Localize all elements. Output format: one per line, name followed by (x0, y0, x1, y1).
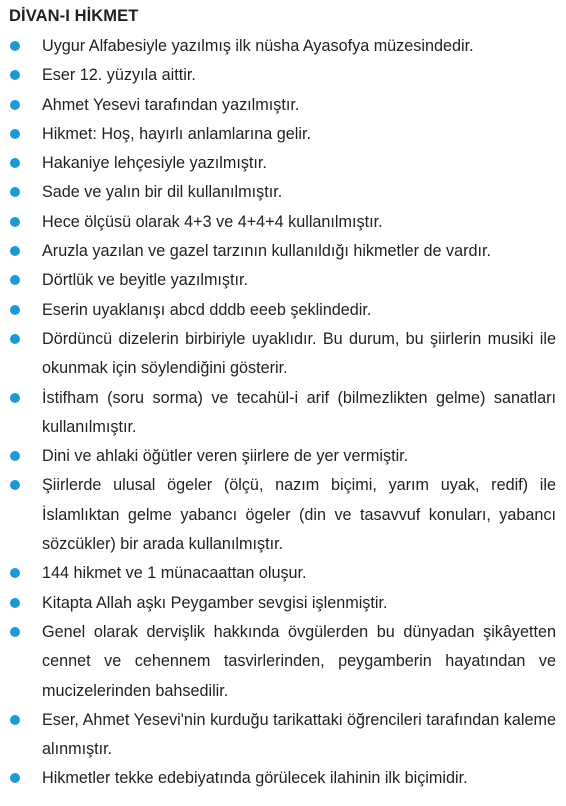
bullet-dot-icon (10, 70, 20, 80)
list-item (9, 764, 556, 793)
list-item (9, 296, 556, 325)
list-item-text: Eser, Ahmet Yesevi'nin kurduğu tarikattaki öğrencileri tarafından kaleme alınmıştır. (42, 710, 556, 759)
list-item (9, 559, 556, 588)
list-item (9, 325, 556, 384)
bullet-dot-icon (10, 246, 20, 256)
list-item-text: Ahmet Yesevi tarafından yazılmıştır. (42, 95, 300, 114)
bullet-dot-icon (10, 451, 20, 461)
list-item-text: Uygur Alfabesiyle yazılmış ilk nüsha Ayasofya müzesindedir. (42, 37, 474, 55)
bullet-dot-icon (10, 275, 20, 285)
list-item-text: Genel olarak dervişlik hakkında övgülerden bu dünyadan şikâyetten cennet ve cehennem tasvirlerinden, peygamberin hayatından ve mucizelerinden bahsedilir. (42, 622, 556, 700)
bullet-dot-icon (10, 187, 20, 197)
list-item-text: Eserin uyaklanışı abcd dddb eeeb şeklindedir. (42, 300, 372, 319)
bullet-dot-icon (10, 480, 20, 490)
list-item (9, 120, 556, 149)
bullet-dot-icon (10, 100, 20, 110)
bullet-list (9, 32, 556, 794)
list-item (9, 149, 556, 178)
bullet-dot-icon (10, 41, 20, 51)
bullet-dot-icon (10, 568, 20, 578)
list-item-text: Hakaniye lehçesiyle yazılmıştır. (42, 154, 267, 173)
list-item-text: 144 hikmet ve 1 münacaattan oluşur. (42, 564, 307, 583)
list-item-text: Hikmetler tekke edebiyatında görülecek ilahinin ilk biçimidir. (42, 769, 468, 788)
bullet-dot-icon (10, 334, 20, 344)
list-item-text: Hece ölçüsü olarak 4+3 ve 4+4+4 kullanılmıştır. (42, 212, 383, 231)
list-item (9, 706, 556, 765)
list-item-text: İstifham (soru sorma) ve tecahül-i arif (bilmezlikten gelme) sanatları kullanılmıştır. (42, 388, 556, 436)
list-item (9, 61, 556, 90)
list-item (9, 384, 556, 443)
list-item (9, 266, 556, 295)
page-title: DİVAN-I HİKMET (9, 7, 139, 25)
list-item (9, 618, 556, 706)
list-item-text: Hikmet: Hoş, hayırlı anlamlarına gelir. (42, 124, 311, 143)
list-item (9, 208, 556, 237)
list-item-text: Sade ve yalın bir dil kullanılmıştır. (42, 183, 283, 202)
list-item-text: Kitapta Allah aşkı Peygamber sevgisi işlenmiştir. (42, 593, 388, 612)
bullet-dot-icon (10, 773, 20, 783)
list-item (9, 32, 556, 61)
list-item-text: Dördüncü dizelerin birbiriyle uyaklıdır. Bu durum, bu şiirlerin musiki ile okunmak için söylendiğini gösterir. (42, 329, 556, 378)
list-item-text: Dini ve ahlaki öğütler veren şiirlere de yer vermiştir. (42, 447, 409, 466)
list-item-text: Şiirlerde ulusal ögeler (ölçü, nazım biçimi, yarım uyak, redif) ile İslamlıktan gelme yabancı ögeler (din ve tasavvuf konuları, yabancı sözcükler) bir arada kullanılmıştır. (42, 476, 556, 554)
list-item (9, 471, 556, 559)
bullet-dot-icon (10, 715, 20, 725)
list-item-text: Dörtlük ve beyitle yazılmıştır. (42, 271, 249, 290)
list-item-text: Aruzla yazılan ve gazel tarzının kullanıldığı hikmetler de vardır. (42, 242, 491, 261)
bullet-dot-icon (10, 627, 20, 637)
list-item (9, 178, 556, 207)
list-item (9, 91, 556, 120)
bullet-dot-icon (10, 129, 20, 139)
bullet-dot-icon (10, 305, 20, 315)
list-item (9, 589, 556, 618)
list-item (9, 442, 556, 471)
list-item-text: Eser 12. yüzyıla aittir. (42, 66, 196, 85)
bullet-dot-icon (10, 598, 20, 608)
bullet-dot-icon (10, 393, 20, 403)
list-item (9, 237, 556, 266)
bullet-dot-icon (10, 158, 20, 168)
bullet-dot-icon (10, 217, 20, 227)
